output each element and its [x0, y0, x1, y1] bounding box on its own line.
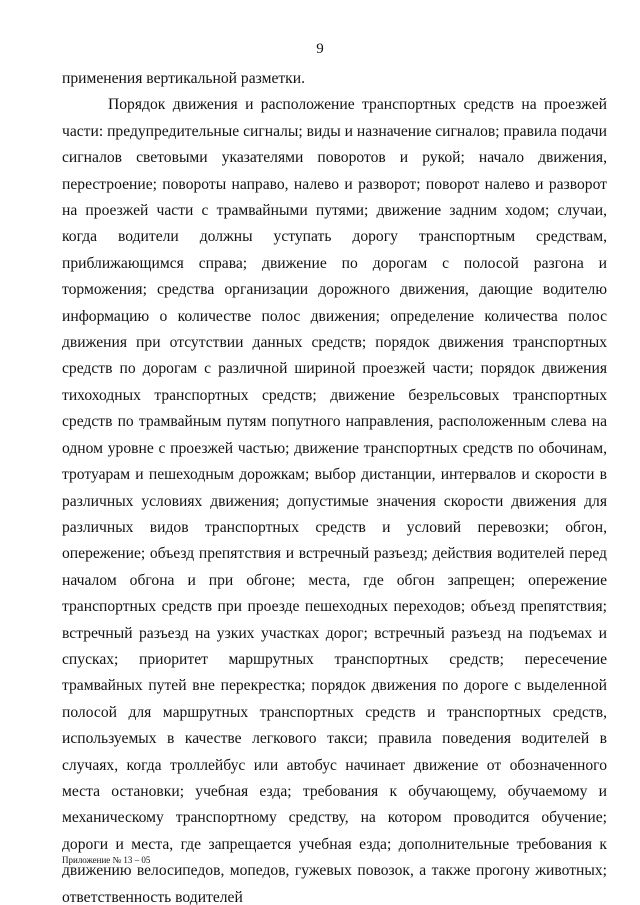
paragraph-traffic-order: Порядок движения и расположение транспортных средств на проезжей части: предупредительные сигналы; виды и назначение сигналов; правила подачи сигналов световыми указателями поворотов и рукой; начало движения, перестроение; повороты направо, налево и разворот; поворот налево и разворот на проезжей части с трамвайными путями; движение задним ходом; случаи, когда водители должны уступать дорогу транспортным средствам, приближающимся справа; движение по дорогам с полосой разгона и торможения; средства организации дорожного движения, дающие водителю информацию о количестве полос движения; определение количества полос движения при отсутствии данных средств; порядок движения транспортных средств по дорогам с различной шириной проезжей части; порядок движения тихоходных транспортных средств; движение безрельсовых транспортных средств по трамвайным путям попутного направления, расположенным слева на одном уровне с проезжей частью; движение транспортных средств по обочинам, тротуарам и пешеходным дорожкам; выбор дистанции, интервалов и скорости в различных условиях движения; допустимые значения скорости движения для различных видов транспортных средств и условий перевозки; обгон, опережение; объезд препятствия и встречный разъезд; действия водителей перед началом обгона и при обгоне; места, где обгон запрещен; опережение транспортных средств при проезде пешеходных переходов; объезд препятствия; встречный разъезд на узких участках дорог; встречный разъезд на подъемах и спусках; приоритет маршрутных транспортных средств; пересечение трамвайных путей вне перекрестка; порядок движения по дороге с выделенной полосой для маршрутных транспортных средств и транспортных средств, используемых в качестве легкового такси; правила поведения водителей в случаях, когда троллейбус или автобус начинает движение от обозначенного места остановки; учебная езда; требования к обучающему, обучаемому и механическому транспортному средству, на котором проводится обучение; дороги и места, где запрещается учебная езда; дополнительные требования к движению велосипедов, мопедов, гужевых повозок, а также прогону животных; ответственность водителей — [62, 96, 607, 905]
footer-appendix-label: Приложение № 13 – 05 — [62, 855, 151, 865]
paragraph-continuation: применения вертикальной разметки. — [62, 70, 306, 87]
page-number: 9 — [316, 41, 324, 57]
document-body — [62, 66, 607, 905]
